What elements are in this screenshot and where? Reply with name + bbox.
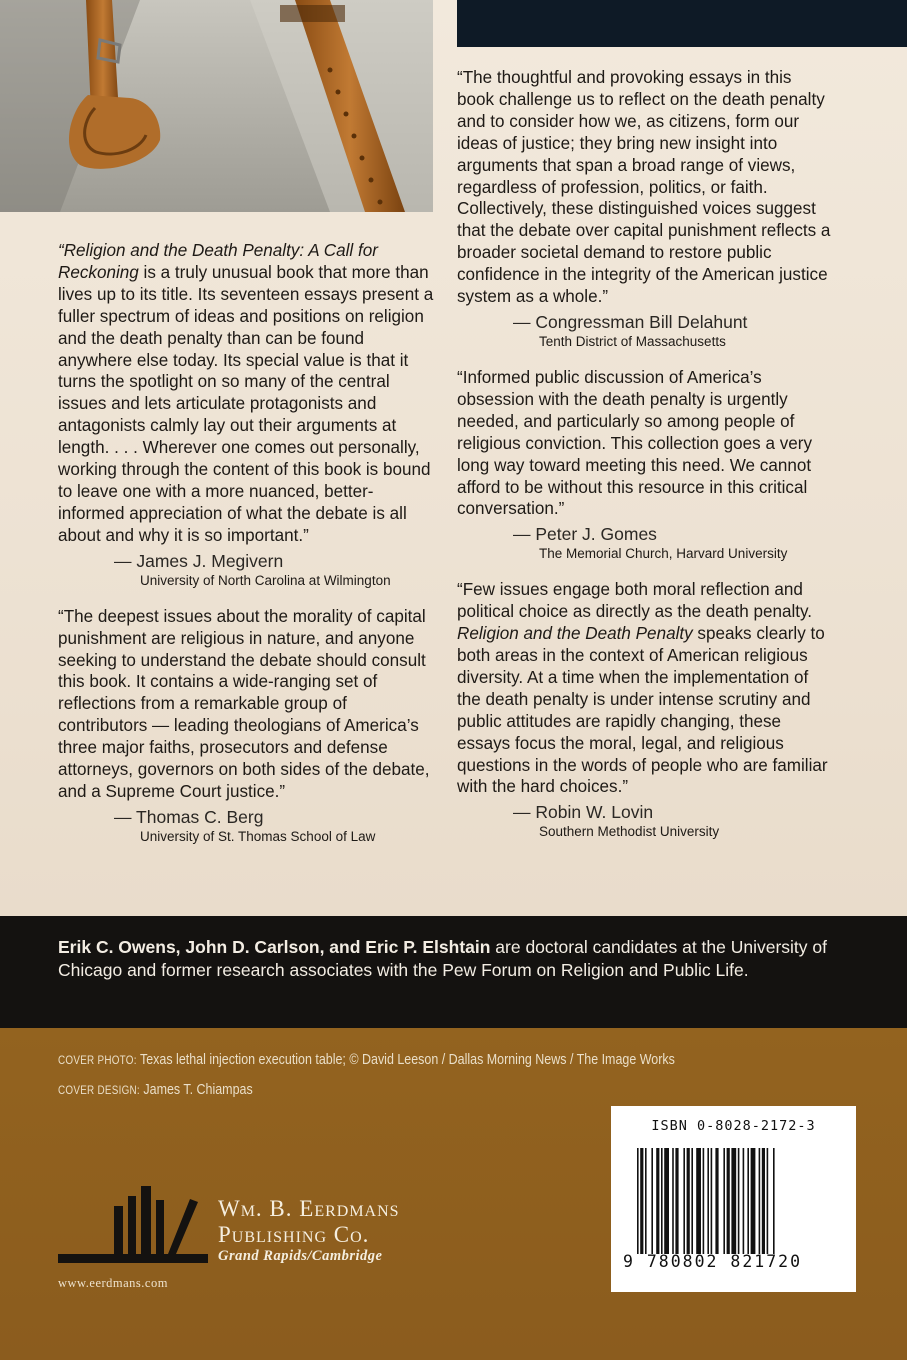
barcode-bar — [637, 1148, 639, 1254]
author-names: Erik C. Owens, John D. Carlson, and Eric P. Elshtain — [58, 937, 491, 957]
review-megivern: “Religion and the Death Penalty: A Call for Reckoning is a truly unusual book that more than lives up to its title. Its seventeen essays present a fuller spectrum of ideas and positions on religion and the death penalty than can be found anywhere else today. Its special value is that it turns the spotlight on so many of the central issues and lets articulate protagonists and antagonists calmly lay out their arguments at length. . . . Wherever one comes out personally, working through the content of this book is bound to leave one with a more nuanced, better-informed appreciation of what the debate is all about and why it is so important.” — [58, 241, 434, 545]
review-affiliation: The Memorial Church, Harvard University — [539, 546, 788, 562]
barcode-bar — [687, 1148, 690, 1254]
barcode-bar — [773, 1148, 775, 1254]
review-gomes: “Informed public discussion of America’s obsession with the death penalty is urgently needed, and particularly so among people of religious conviction. This collection goes a very long way toward meeting this need. We cannot afford to be without this resource in this critical conversation.” — [457, 367, 813, 519]
barcode-bar — [723, 1148, 725, 1254]
barcode-bar — [715, 1148, 718, 1254]
barcode-bar — [707, 1148, 709, 1254]
barcode-bar — [727, 1148, 730, 1254]
isbn-barcode — [611, 1106, 856, 1292]
barcode-bars-icon — [637, 1148, 832, 1254]
review-author: — Peter J. Gomes — [513, 524, 657, 545]
barcode-bar — [661, 1148, 663, 1254]
cover-design-credit: COVER DESIGN: James T. Chiampas — [58, 1082, 253, 1098]
right-review-column — [457, 67, 832, 841]
barcode-bar — [640, 1148, 643, 1254]
publisher-url: www.eerdmans.com — [58, 1276, 168, 1290]
barcode-bar — [664, 1148, 669, 1254]
barcode-bar — [747, 1148, 749, 1254]
barcode-bar — [711, 1148, 713, 1254]
publisher-name: Wm. B. Eerdmans Publishing Co. Grand Rapids/Cambridge — [218, 1196, 400, 1264]
book-stack-logo-icon — [58, 1186, 218, 1266]
barcode-bar — [675, 1148, 678, 1254]
barcode-bar — [743, 1148, 745, 1254]
top-dark-band — [457, 0, 907, 47]
review-affiliation: Southern Methodist University — [539, 824, 720, 840]
barcode-bar — [767, 1148, 769, 1254]
review-delahunt: “The thoughtful and provoking essays in this book challenge us to reflect on the death penalty and to consider how we, as citizens, form our ideas of justice; they bring new insight into arguments that span a broad range of views, regardless of profession, politics, or faith. Collectively, these distinguished voices suggest that the debate over capital punishment reflects a broader societal demand to restore public confidence in the integrity of the American justice system as a whole.” — [457, 68, 831, 307]
barcode-bar — [672, 1148, 674, 1254]
review-affiliation: Tenth District of Massachusetts — [539, 333, 726, 349]
author-bio: Erik C. Owens, John D. Carlson, and Eric P. Elshtain are doctoral candidates at the University of Chicago and former research associates with the Pew Forum on Religion and Public Life. — [58, 937, 828, 980]
review-attribution — [457, 524, 832, 563]
barcode-bar — [696, 1148, 701, 1254]
review-attribution — [457, 312, 832, 351]
review-author: — Robin W. Lovin — [513, 802, 654, 823]
barcode-bar — [645, 1148, 647, 1254]
review-affiliation: University of North Carolina at Wilmington — [140, 572, 391, 588]
left-review-column — [58, 240, 438, 846]
barcode-bar — [731, 1148, 736, 1254]
barcode-bar — [759, 1148, 761, 1254]
review-attribution — [58, 551, 438, 590]
review-title-italic: “Religion and the Death Penalty: A Call for Reckoning — [58, 241, 378, 282]
review-berg: “The deepest issues about the morality of capital punishment are religious in nature, and anyone seeking to understand the debate should consult this book. It contains a wide-ranging set of reflections from a remarkable group of contributors — leading theologians of America’s three major faiths, prosecutors and defense attorneys, governors on both sides of the debate, and a Supreme Court justice.” — [58, 606, 430, 801]
cover-photo — [0, 0, 433, 212]
ean-number: 9 780802 821720 — [623, 1252, 803, 1271]
barcode-bar — [738, 1148, 740, 1254]
review-attribution — [58, 807, 438, 846]
isbn-number: ISBN 0-8028-2172-3 — [651, 1118, 816, 1134]
barcode-bar — [683, 1148, 685, 1254]
barcode-bar — [703, 1148, 705, 1254]
review-author: — Thomas C. Berg — [114, 806, 264, 827]
review-affiliation: University of St. Thomas School of Law — [140, 828, 376, 844]
barcode-bar — [656, 1148, 659, 1254]
barcode-bar — [651, 1148, 653, 1254]
review-attribution — [457, 802, 832, 841]
barcode-bar — [691, 1148, 693, 1254]
barcode-bar — [751, 1148, 756, 1254]
review-lovin: “Few issues engage both moral reflection and political choice as directly as the death penalty. Religion and the Death Penalty speaks clearly to both areas in the context of American religious diversity. At a time when the implementation of the death penalty is under intense scrutiny and public attitudes are rapidly changing, these essays focus the moral, legal, and religious questions in the words of people who are familiar with the hard choices.” — [457, 580, 828, 797]
review-title-italic: Religion and the Death Penalty — [457, 624, 693, 644]
review-author: — James J. Megivern — [114, 550, 284, 571]
cover-photo-credit: COVER PHOTO: Texas lethal injection execution table; © David Leeson / Dallas Morning News / The Image Works — [58, 1052, 675, 1068]
strap-illustration — [0, 0, 433, 212]
barcode-bar — [762, 1148, 765, 1254]
review-author: — Congressman Bill Delahunt — [513, 311, 748, 332]
